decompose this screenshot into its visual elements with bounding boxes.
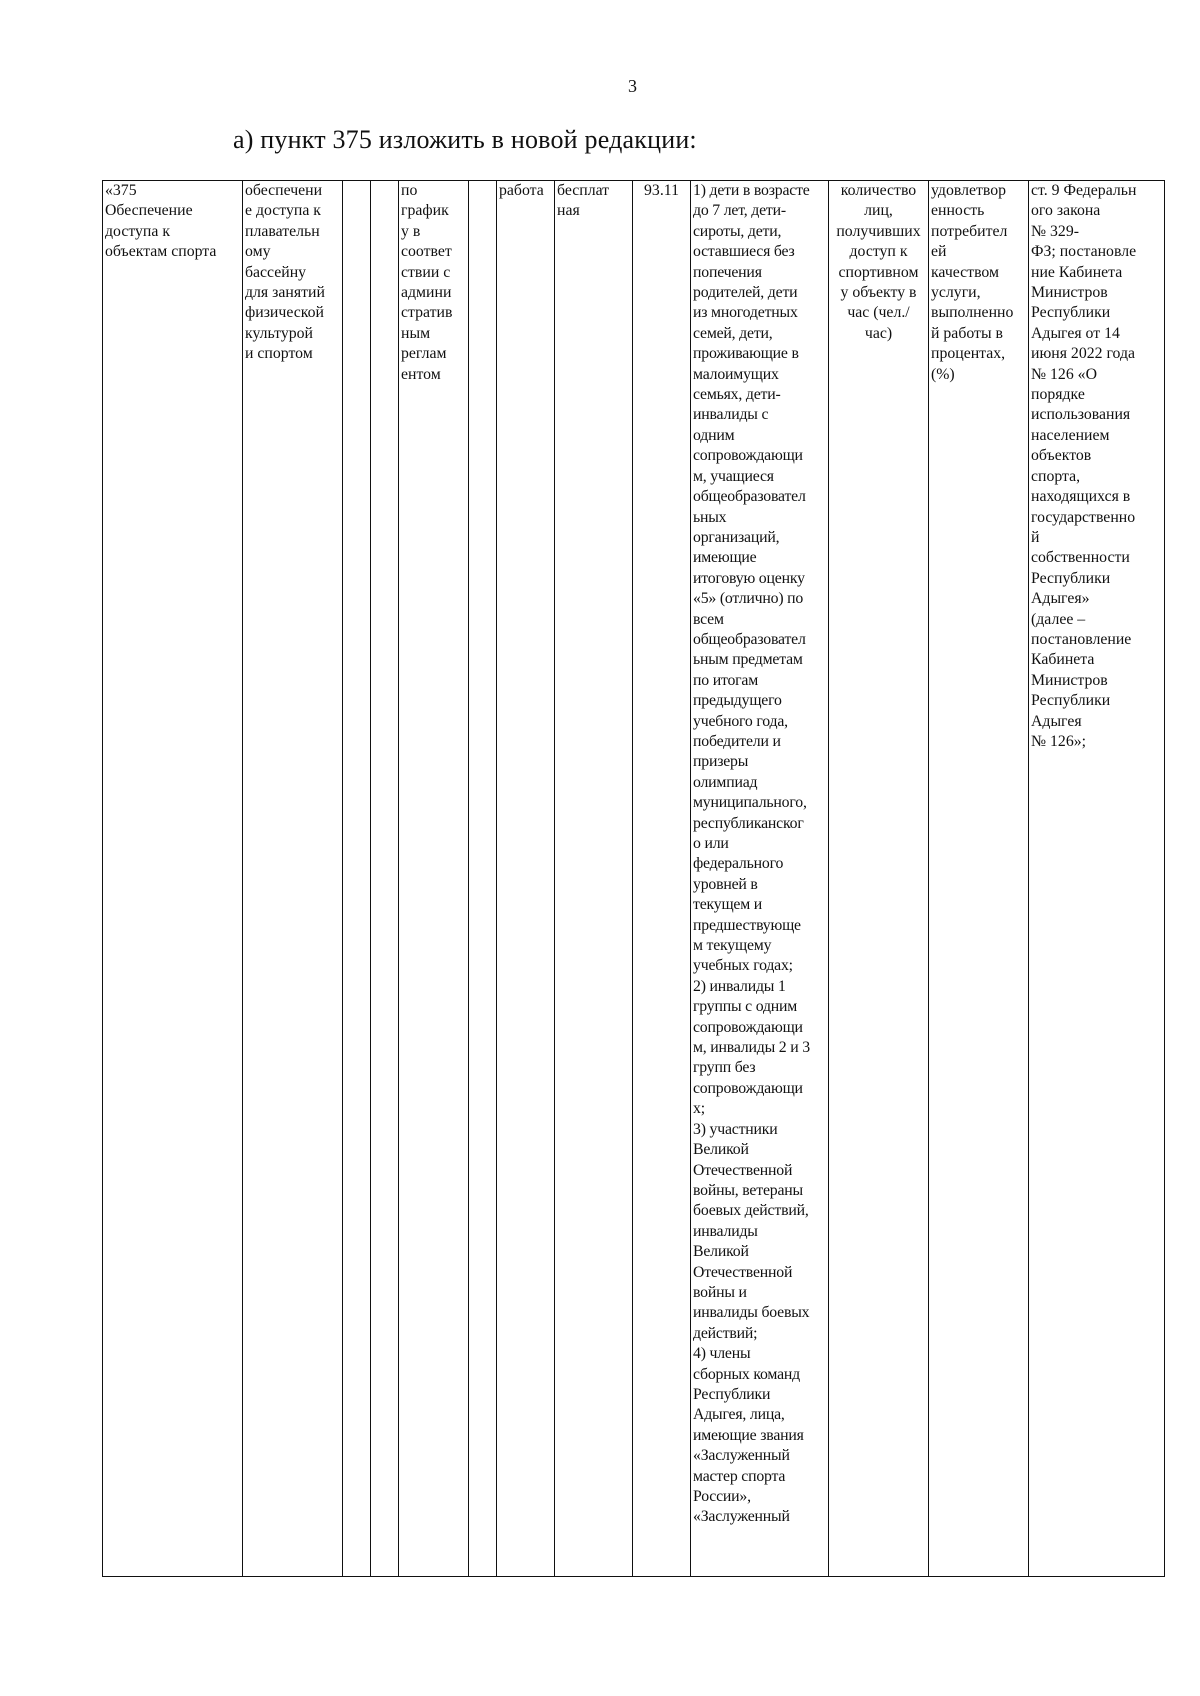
table-row <box>103 181 1165 1577</box>
empty-cell <box>371 181 399 1577</box>
schedule-cell: по график у в соответ ствии с админи стратив ным реглам ентом <box>399 181 469 1577</box>
code-cell: 93.11 <box>633 181 691 1577</box>
work-content-cell: обеспечени е доступа к плавательн ому бассейну для занятий физической культурой и спортом <box>243 181 343 1577</box>
service-table <box>102 180 1165 1577</box>
beneficiaries-cell: 1) дети в возрасте до 7 лет, дети- сироты, дети, оставшиеся без попечения родителей, дети из многодетных семей, дети, проживающие в малоимущих семьях, дети- инвалиды с одним сопровождающи м, учащиеся общеобразовател ьных организаций, имеющие итоговую оценку «5» (отлично) по всем общеобразовател ьным предметам по итогам предыдущего учебного года, победители и призеры олимпиад муниципального, республиканског о или федерального уровней в текущем и предшествующе м текущему учебных годах; 2) инвалиды 1 группы с одним сопровождающи м, инвалиды 2 и 3 групп без сопровождающи х; 3) участники Великой Отечественной войны, ветераны боевых действий, инвалиды Великой Отечественной войны и инвалиды боевых действий; 4) члены сборных команд Республики Адыгея, лица, имеющие звания «Заслуженный мастер спорта России», «Заслуженный <box>691 181 829 1577</box>
page-number: 3 <box>628 76 637 96</box>
empty-cell <box>469 181 497 1577</box>
legal-basis-cell: ст. 9 Федеральн ого закона № 329- ФЗ; постановле ние Кабинета Министров Республики Адыгея от 14 июня 2022 года № 126 «О порядке использования населением объектов спорта, находящихся в государственно й собственности Республики Адыгея» (далее – постановление Кабинета Министров Республики Адыгея № 126»; <box>1029 181 1165 1577</box>
quality-indicator-cell: удовлетвор енность потребител ей качеством услуги, выполненно й работы в процентах, (%) <box>929 181 1029 1577</box>
service-name-cell: «375 Обеспечение доступа к объектам спорта <box>103 181 243 1577</box>
payment-cell: бесплат ная <box>555 181 633 1577</box>
type-cell: работа <box>497 181 555 1577</box>
volume-indicator-cell: количество лиц, получивших доступ к спортивном у объекту в час (чел./ час) <box>829 181 929 1577</box>
empty-cell <box>343 181 371 1577</box>
amendment-instruction: а) пункт 375 изложить в новой редакции: <box>233 125 697 154</box>
